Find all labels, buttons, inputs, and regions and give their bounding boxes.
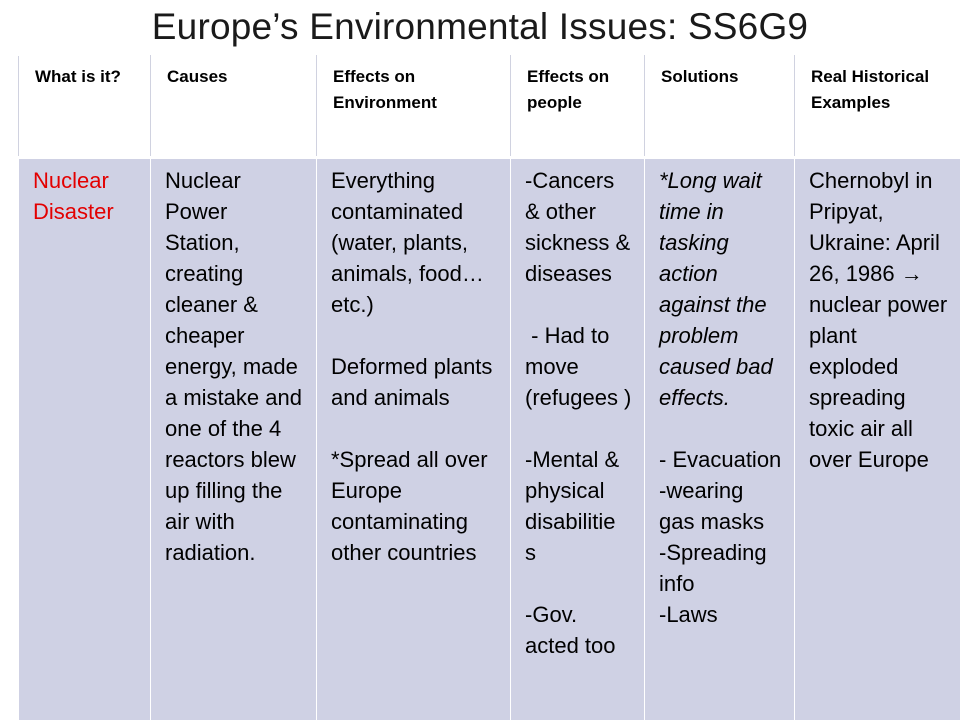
solutions-text <box>659 165 782 630</box>
cell-what-is-it <box>19 158 151 720</box>
examples-text: Chernobyl in Pripyat, Ukraine: April 26, 1986 → nuclear power plant exploded spreading toxic air all over Europe <box>809 168 954 472</box>
slide-title: Europe’s Environmental Issues: SS6G9 <box>151 6 809 47</box>
solutions-italic-text: *Long wait time in tasking action against the problem caused bad effects. <box>659 168 779 410</box>
causes-text: Nuclear Power Station, creating cleaner & cheaper energy, made a mistake and one of the 4 reactors blew up filling the air with radiation. <box>165 168 309 565</box>
issues-table <box>18 55 960 720</box>
cell-solutions <box>645 158 795 720</box>
table-header-row <box>19 56 960 158</box>
table-row <box>19 158 960 720</box>
effects-environment-text: Everything contaminated (water, plants, animals, food…etc.) Deformed plants and animals *Spread all over Europe contaminating other countries <box>331 168 493 565</box>
cell-effects-environment <box>317 158 511 720</box>
header-historical-examples: Real Historical Examples <box>795 56 960 158</box>
cell-causes <box>151 158 317 720</box>
header-what-is-it: What is it? <box>19 56 151 158</box>
header-solutions: Solutions <box>645 56 795 158</box>
what-text: Nuclear Disaster <box>33 168 115 224</box>
cell-historical-examples <box>795 158 960 720</box>
header-effects-environment: Effects on Environment <box>317 56 511 158</box>
cell-effects-people <box>511 158 645 720</box>
header-effects-people: Effects on people <box>511 56 645 158</box>
solutions-plain-text: - Evacuation -wearing gas masks -Spreading info -Laws <box>659 447 782 627</box>
effects-people-text: -Cancers & other sickness & diseases - Had to move (refugees ) -Mental & physical disabilitie s -Gov. acted too <box>525 168 632 658</box>
header-causes: Causes <box>151 56 317 158</box>
